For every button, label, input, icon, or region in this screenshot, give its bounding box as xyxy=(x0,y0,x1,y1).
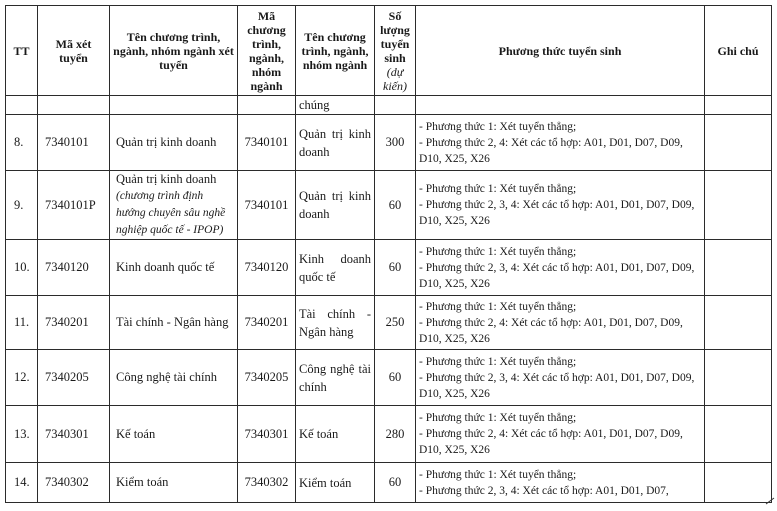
method-line: - Phương thức 1: Xét tuyển thẳng; xyxy=(419,183,577,195)
row-name-text: Kinh doanh quốc tế xyxy=(116,260,215,274)
page-corner-mark xyxy=(765,497,775,505)
row-name xyxy=(110,463,238,503)
method-line: - Phương thức 1: Xét tuyển thẳng; xyxy=(419,468,577,481)
row-note xyxy=(705,171,772,240)
continuation-text: chúng xyxy=(296,96,375,115)
row-methods xyxy=(416,463,705,503)
row-name-note: (chương trình định hướng chuyên sâu nghề nghiệp quốc tế - IPOP) xyxy=(116,190,226,236)
row-name-text: Kiểm toán xyxy=(116,475,169,489)
row-quota: 60 xyxy=(375,240,416,296)
row-prog-code: 7340120 xyxy=(238,240,296,296)
row-note xyxy=(705,296,772,350)
row-prog-name: Công nghệ tài chính xyxy=(296,350,375,406)
table-row xyxy=(6,171,772,240)
row-note xyxy=(705,350,772,406)
row-methods xyxy=(416,240,705,296)
header-ghi-chu: Ghi chú xyxy=(705,6,772,96)
header-row xyxy=(6,6,772,96)
row-quota: 250 xyxy=(375,296,416,350)
row-prog-name: Tài chính - Ngân hàng xyxy=(296,296,375,350)
method-line: - Phương thức 1: Xét tuyển thẳng; xyxy=(419,245,577,258)
row-name-text: Kế toán xyxy=(116,426,156,441)
row-note xyxy=(705,115,772,171)
row-note xyxy=(705,463,772,503)
header-ma-chuong-trinh: Mã chương trình, ngành, nhóm ngành xyxy=(238,6,296,96)
row-name xyxy=(110,115,238,171)
row-prog-name: Quản trị kinh doanh xyxy=(296,171,375,240)
row-tt: 13. xyxy=(6,406,38,463)
method-line: - Phương thức 2, 3, 4: Xét các tổ hợp: A01, D01, D07, xyxy=(419,484,669,497)
row-tt: 8. xyxy=(6,115,38,171)
row-prog-name: Quản trị kinh doanh xyxy=(296,115,375,171)
admission-table xyxy=(5,5,772,503)
row-methods xyxy=(416,406,705,463)
row-prog-name: Kinh doanh quốc tế xyxy=(296,240,375,296)
row-methods xyxy=(416,171,705,240)
method-line: - Phương thức 2, 4: Xét các tổ hợp: A01, D01, D07, D09, D10, X25, X26 xyxy=(419,316,683,345)
method-line: - Phương thức 2, 4: Xét các tổ hợp: A01, D01, D07, D09, D10, X25, X26 xyxy=(419,136,683,165)
method-line: - Phương thức 1: Xét tuyển thẳng; xyxy=(419,300,577,313)
row-name-text: Tài chính - Ngân hàng xyxy=(116,315,229,329)
row-prog-code: 7340302 xyxy=(238,463,296,503)
row-prog-code: 7340201 xyxy=(238,296,296,350)
method-line: - Phương thức 2, 3, 4: Xét các tổ hợp: A01, D01, D07, D09, D10, X25, X26 xyxy=(419,261,695,290)
row-name xyxy=(110,240,238,296)
method-line: - Phương thức 2, 4: Xét các tổ hợp: A01, D01, D07, D09, D10, X25, X26 xyxy=(419,428,683,456)
header-tt: TT xyxy=(6,6,38,96)
method-line: - Phương thức 1: Xét tuyển thẳng; xyxy=(419,120,577,133)
header-ma-xet-tuyen: Mã xét tuyển xyxy=(38,6,110,96)
method-line: - Phương thức 2, 3, 4: Xét các tổ hợp: A01, D01, D07, D09, D10, X25, X26 xyxy=(419,199,695,227)
row-name xyxy=(110,350,238,406)
method-line: - Phương thức 2, 3, 4: Xét các tổ hợp: A01, D01, D07, D09, D10, X25, X26 xyxy=(419,371,695,400)
row-prog-code: 7340205 xyxy=(238,350,296,406)
header-so-luong xyxy=(375,6,416,96)
header-ten-chuong-trinh: Tên chương trình, ngành, nhóm ngành xét tuyển xyxy=(110,6,238,96)
table-row xyxy=(6,240,772,296)
row-code: 7340120 xyxy=(38,240,110,296)
row-quota: 60 xyxy=(375,463,416,503)
header-so-luong-note: (dự kiến) xyxy=(383,64,407,93)
row-code: 7340101P xyxy=(38,171,110,240)
header-so-luong-label: Số lượng tuyển sinh xyxy=(380,8,410,65)
row-methods xyxy=(416,296,705,350)
row-name-text: Công nghệ tài chính xyxy=(116,370,218,384)
row-methods xyxy=(416,350,705,406)
method-line: - Phương thức 1: Xét tuyển thẳng; xyxy=(419,412,577,424)
row-tt: 12. xyxy=(6,350,38,406)
row-prog-code: 7340301 xyxy=(238,406,296,463)
header-ten-nganh: Tên chương trình, ngành, nhóm ngành xyxy=(296,6,375,96)
row-note xyxy=(705,240,772,296)
row-code: 7340302 xyxy=(38,463,110,503)
table-row xyxy=(6,115,772,171)
table-row xyxy=(6,406,772,463)
row-prog-code: 7340101 xyxy=(238,171,296,240)
header-phuong-thuc: Phương thức tuyển sinh xyxy=(416,6,705,96)
row-tt: 10. xyxy=(6,240,38,296)
row-prog-name: Kiểm toán xyxy=(296,463,375,503)
row-code: 7340101 xyxy=(38,115,110,171)
row-tt: 9. xyxy=(6,171,38,240)
row-quota: 280 xyxy=(375,406,416,463)
row-code: 7340201 xyxy=(38,296,110,350)
row-name xyxy=(110,171,238,240)
row-tt: 11. xyxy=(6,296,38,350)
row-quota: 300 xyxy=(375,115,416,171)
row-prog-code: 7340101 xyxy=(238,115,296,171)
method-line: - Phương thức 1: Xét tuyển thẳng; xyxy=(419,355,577,368)
row-quota: 60 xyxy=(375,350,416,406)
row-name-text: Quản trị kinh doanh xyxy=(116,135,217,149)
table-row xyxy=(6,350,772,406)
row-code: 7340301 xyxy=(38,406,110,463)
row-name-text: Quản trị kinh doanh xyxy=(116,172,217,186)
row-note xyxy=(705,406,772,463)
continuation-row xyxy=(6,96,772,115)
row-tt: 14. xyxy=(6,463,38,503)
row-methods xyxy=(416,115,705,171)
table-row xyxy=(6,296,772,350)
row-quota: 60 xyxy=(375,171,416,240)
row-name xyxy=(110,406,238,463)
row-name xyxy=(110,296,238,350)
row-prog-name: Kế toán xyxy=(296,406,375,463)
row-code: 7340205 xyxy=(38,350,110,406)
table-row xyxy=(6,463,772,503)
